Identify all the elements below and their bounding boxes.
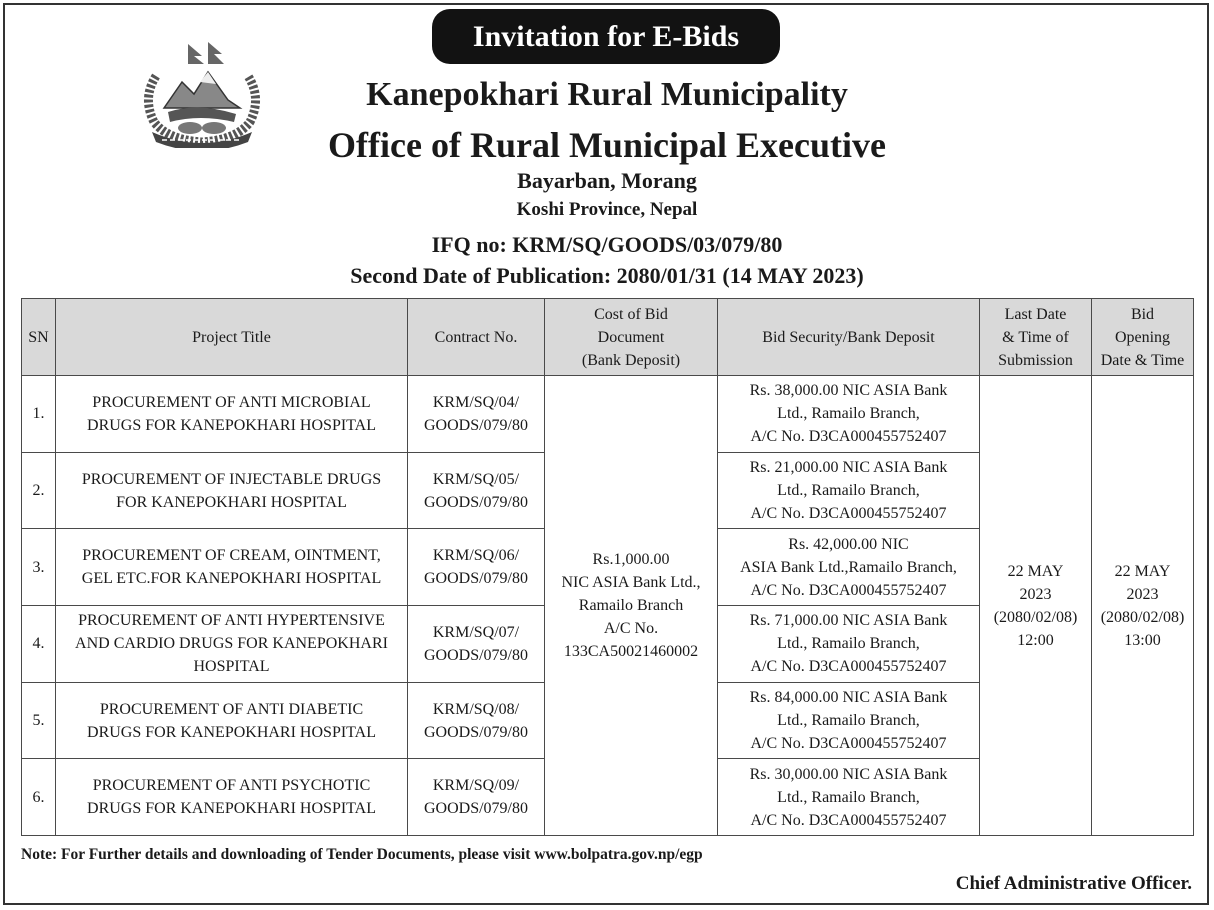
row-bid-security: [718, 376, 980, 453]
header-open-line: Bid: [1130, 305, 1155, 323]
contract-line: GOODS/079/80: [423, 723, 528, 741]
row-sn: 5.: [22, 682, 56, 759]
header-last-line: Submission: [998, 351, 1073, 369]
contract-line: GOODS/079/80: [423, 493, 528, 511]
title-line: PROCUREMENT OF ANTI DIABETIC: [99, 700, 364, 718]
cost-of-bid-cell: [545, 376, 718, 836]
contract-line: GOODS/079/80: [423, 800, 528, 818]
ifq-number: IFQ no: KRM/SQ/GOODS/03/079/80: [431, 232, 783, 257]
cost-line: Ramailo Branch: [578, 597, 684, 615]
title-line: PROCUREMENT OF INJECTABLE DRUGS: [81, 470, 382, 488]
title-line: FOR KANEPOKHARI HOSPITAL: [116, 493, 347, 511]
row-contract-no: [408, 606, 545, 683]
header-last-date: [980, 299, 1092, 376]
header-contract-no: Contract No.: [408, 299, 545, 376]
header-cost-line: Cost of Bid: [594, 305, 668, 323]
office-name: Office of Rural Municipal Executive: [328, 125, 886, 165]
row-contract-no: [408, 376, 545, 453]
title-line: AND CARDIO DRUGS FOR KANEPOKHARI: [75, 635, 388, 653]
security-line: Rs. 21,000.00 NIC ASIA Bank: [749, 459, 948, 477]
title-line: PROCUREMENT OF CREAM, OINTMENT,: [82, 547, 381, 565]
header-open-line: Date & Time: [1100, 351, 1185, 369]
publication-date: Second Date of Publication: 2080/01/31 (14 MAY 2023): [350, 263, 864, 288]
title-line: DRUGS FOR KANEPOKHARI HOSPITAL: [87, 416, 376, 434]
title-line: GEL ETC.FOR KANEPOKHARI HOSPITAL: [81, 570, 382, 588]
bid-opening-cell: [1092, 376, 1194, 836]
security-line: Rs. 42,000.00 NIC: [788, 535, 909, 553]
security-line: Ltd., Ramailo Branch,: [777, 482, 920, 500]
contract-line: KRM/SQ/05/: [432, 470, 520, 488]
title-line: DRUGS FOR KANEPOKHARI HOSPITAL: [87, 800, 376, 818]
bid-table: [21, 298, 1194, 836]
security-line: Rs. 38,000.00 NIC ASIA Bank: [749, 382, 948, 400]
header-bid-security: Bid Security/Bank Deposit: [718, 299, 980, 376]
security-line: Ltd., Ramailo Branch,: [777, 712, 920, 730]
title-line: PROCUREMENT OF ANTI PSYCHOTIC: [92, 777, 371, 795]
row-project-title: [56, 376, 408, 453]
header-sn: SN: [22, 299, 56, 376]
security-line: A/C No. D3CA000455752407: [750, 735, 947, 753]
security-line: Rs. 71,000.00 NIC ASIA Bank: [749, 612, 948, 630]
contract-line: GOODS/079/80: [423, 646, 528, 664]
row-project-title: [56, 606, 408, 683]
row-project-title: [56, 759, 408, 836]
security-line: A/C No. D3CA000455752407: [750, 811, 947, 829]
security-line: Rs. 84,000.00 NIC ASIA Bank: [749, 689, 948, 707]
opening-date-line: (2080/02/08): [1100, 608, 1185, 626]
row-sn: 4.: [22, 606, 56, 683]
opening-date-line: 13:00: [1124, 631, 1161, 649]
header-project-title: Project Title: [56, 299, 408, 376]
row-project-title: [56, 452, 408, 529]
row-contract-no: [408, 759, 545, 836]
table-row: [22, 376, 1194, 453]
row-sn: 6.: [22, 759, 56, 836]
security-line: Rs. 30,000.00 NIC ASIA Bank: [749, 765, 948, 783]
security-line: Ltd., Ramailo Branch,: [777, 788, 920, 806]
header-last-line: & Time of: [1002, 328, 1069, 346]
footer-note: Note: For Further details and downloading of Tender Documents, please visit www.bolpatra.gov.np/egp: [21, 846, 703, 863]
opening-date-line: 2023: [1126, 585, 1159, 603]
signature-title: Chief Administrative Officer.: [955, 873, 1192, 894]
security-line: A/C No. D3CA000455752407: [750, 581, 947, 599]
row-sn: 2.: [22, 452, 56, 529]
title-line: PROCUREMENT OF ANTI HYPERTENSIVE: [78, 612, 385, 630]
last-date-line: 22 MAY: [1007, 562, 1064, 580]
row-bid-security: [718, 606, 980, 683]
title-line: PROCUREMENT OF ANTI MICROBIAL: [92, 393, 371, 411]
title-line: DRUGS FOR KANEPOKHARI HOSPITAL: [87, 723, 376, 741]
header-last-line: Last Date: [1004, 305, 1067, 323]
municipality-name: Kanepokhari Rural Municipality: [366, 76, 848, 113]
header-cost-line: Document: [597, 328, 665, 346]
header-opening-date: [1092, 299, 1194, 376]
row-bid-security: [718, 682, 980, 759]
cost-line: A/C No.: [603, 620, 659, 638]
row-project-title: [56, 682, 408, 759]
table-header-row: [22, 299, 1194, 376]
row-contract-no: [408, 452, 545, 529]
contract-line: KRM/SQ/07/: [432, 623, 520, 641]
security-line: A/C No. D3CA000455752407: [750, 505, 947, 523]
row-sn: 1.: [22, 376, 56, 453]
row-project-title: [56, 529, 408, 606]
cost-line: 133CA50021460002: [563, 643, 699, 661]
opening-date-line: 22 MAY: [1114, 562, 1171, 580]
address-line-1: Bayarban, Morang: [517, 168, 697, 193]
last-date-line: (2080/02/08): [993, 608, 1078, 626]
security-line: A/C No. D3CA000455752407: [750, 658, 947, 676]
contract-line: GOODS/079/80: [423, 570, 528, 588]
security-line: A/C No. D3CA000455752407: [750, 428, 947, 446]
title-badge-text: Invitation for E-Bids: [472, 19, 740, 53]
header-cost-of-bid: [545, 299, 718, 376]
row-contract-no: [408, 529, 545, 606]
contract-line: KRM/SQ/08/: [432, 700, 520, 718]
security-line: Ltd., Ramailo Branch,: [777, 635, 920, 653]
contract-line: KRM/SQ/06/: [432, 547, 520, 565]
contract-line: KRM/SQ/04/: [432, 393, 520, 411]
last-submission-cell: [980, 376, 1092, 836]
cost-line: NIC ASIA Bank Ltd.,: [561, 574, 701, 592]
row-bid-security: [718, 759, 980, 836]
last-date-line: 2023: [1019, 585, 1052, 603]
header-open-line: Opening: [1114, 328, 1171, 346]
row-bid-security: [718, 529, 980, 606]
row-sn: 3.: [22, 529, 56, 606]
contract-line: GOODS/079/80: [423, 416, 528, 434]
contract-line: KRM/SQ/09/: [432, 777, 520, 795]
row-bid-security: [718, 452, 980, 529]
cost-line: Rs.1,000.00: [592, 551, 670, 569]
title-badge: [432, 9, 780, 64]
security-line: Ltd., Ramailo Branch,: [777, 405, 920, 423]
row-contract-no: [408, 682, 545, 759]
address-line-2: Koshi Province, Nepal: [516, 199, 698, 220]
header-cost-line: (Bank Deposit): [581, 351, 681, 369]
security-line: ASIA Bank Ltd.,Ramailo Branch,: [740, 558, 957, 576]
title-line: HOSPITAL: [193, 658, 270, 676]
last-date-line: 12:00: [1017, 631, 1054, 649]
